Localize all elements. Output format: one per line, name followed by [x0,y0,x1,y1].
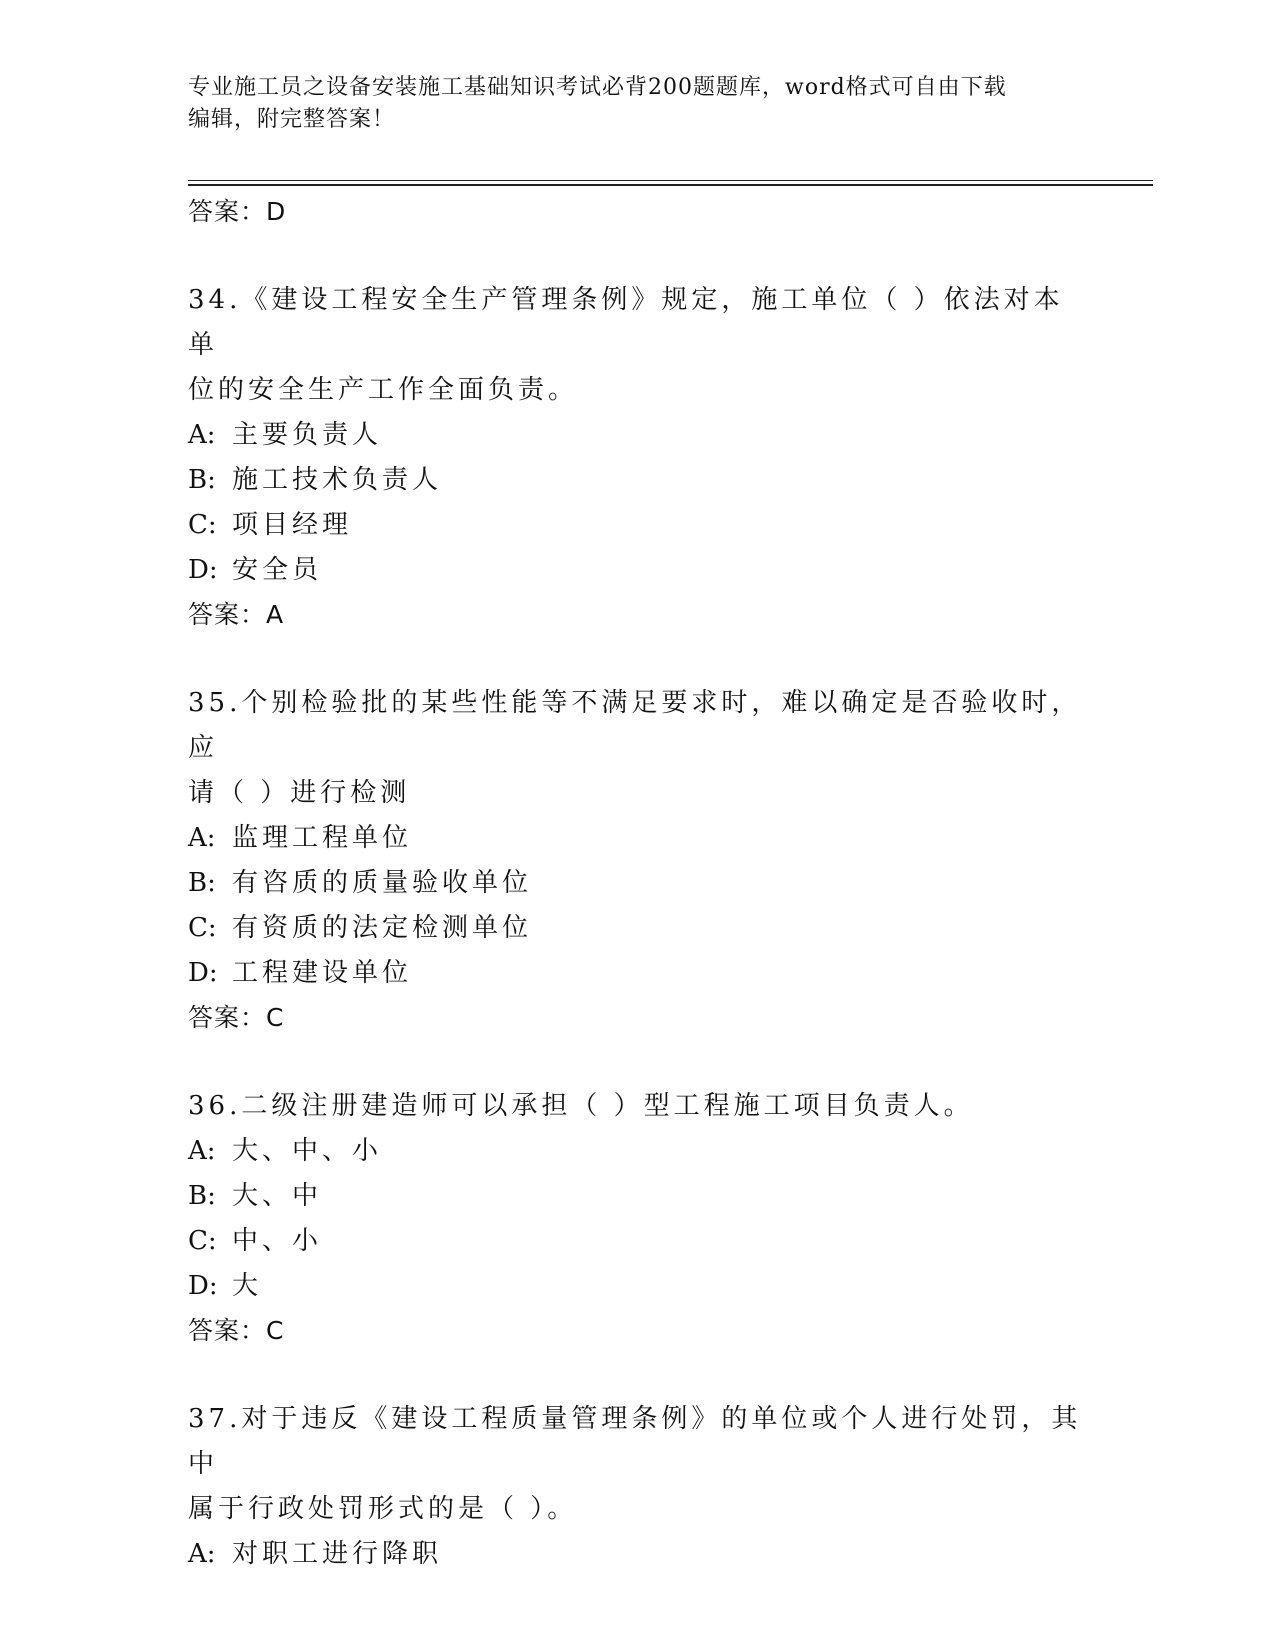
option-a [188,413,1088,458]
document-header [188,72,1068,136]
header-line-2: 编辑，附完整答案！ [188,107,396,132]
option-letter: C: [188,1226,217,1256]
question-34 [188,278,1088,633]
answer-q33: 答案：D [188,197,287,226]
option-b [188,458,1088,503]
option-text: 监理工程单位 [232,823,413,853]
question-36 [188,1084,1088,1349]
option-c [188,503,1088,548]
option-d [188,1264,1088,1309]
document-body [188,190,1088,1577]
option-letter: B: [188,868,216,898]
option-letter: D: [188,958,218,988]
question-text-line-2: 请（ ）进行检测 [188,778,411,808]
option-letter: A: [188,420,216,450]
option-letter: D: [188,1271,218,1301]
question-text-line-1: 34.《建设工程安全生产管理条例》规定，施工单位（ ）依法对本单 [188,285,1064,360]
option-b [188,861,1088,906]
option-text: 中、小 [232,1226,323,1256]
question-37 [188,1397,1088,1577]
option-d [188,951,1088,996]
option-text: 项目经理 [232,510,353,540]
option-text: 施工技术负责人 [232,465,443,495]
option-text: 主要负责人 [232,420,383,450]
answer-q35: 答案：C [188,1003,285,1032]
option-text: 大、中 [232,1181,323,1211]
option-text: 大、中、小 [232,1136,383,1166]
option-letter: B: [188,465,216,495]
header-divider-thin [188,180,1153,181]
question-text [188,1084,1088,1129]
question-35 [188,681,1088,1036]
answer-q36: 答案：C [188,1316,285,1345]
option-a [188,1532,1088,1577]
option-letter: C: [188,913,217,943]
question-text [188,278,1088,413]
header-divider-thick [188,184,1153,186]
option-text: 有咨质的质量验收单位 [232,868,533,898]
option-a [188,1129,1088,1174]
option-letter: A: [188,823,216,853]
option-letter: B: [188,1181,216,1211]
question-text-line-1: 37.对于违反《建设工程质量管理条例》的单位或个人进行处罚，其中 [188,1404,1082,1479]
option-c [188,1219,1088,1264]
option-text: 对职工进行降职 [232,1539,443,1569]
option-c [188,906,1088,951]
option-text: 安全员 [232,555,323,585]
header-line-1: 专业施工员之设备安装施工基础知识考试必背200题题库，word格式可自由下载 [188,75,1007,100]
question-text-line-2: 属于行政处罚形式的是（ ）。 [188,1494,578,1524]
option-text: 有资质的法定检测单位 [232,913,533,943]
question-text-line-2: 位的安全生产工作全面负责。 [188,375,579,405]
question-text [188,1397,1088,1532]
option-letter: D: [188,555,218,585]
option-letter: C: [188,510,217,540]
question-text-line-1: 36.二级注册建造师可以承担（ ）型工程施工项目负责人。 [188,1091,974,1121]
option-text: 工程建设单位 [232,958,413,988]
option-letter: A: [188,1136,216,1166]
option-a [188,816,1088,861]
question-text [188,681,1088,816]
option-d [188,548,1088,593]
option-letter: A: [188,1539,216,1569]
question-text-line-1: 35.个别检验批的某些性能等不满足要求时，难以确定是否验收时，应 [188,688,1082,763]
option-text: 大 [232,1271,263,1301]
option-b [188,1174,1088,1219]
answer-q34: 答案：A [188,600,285,629]
